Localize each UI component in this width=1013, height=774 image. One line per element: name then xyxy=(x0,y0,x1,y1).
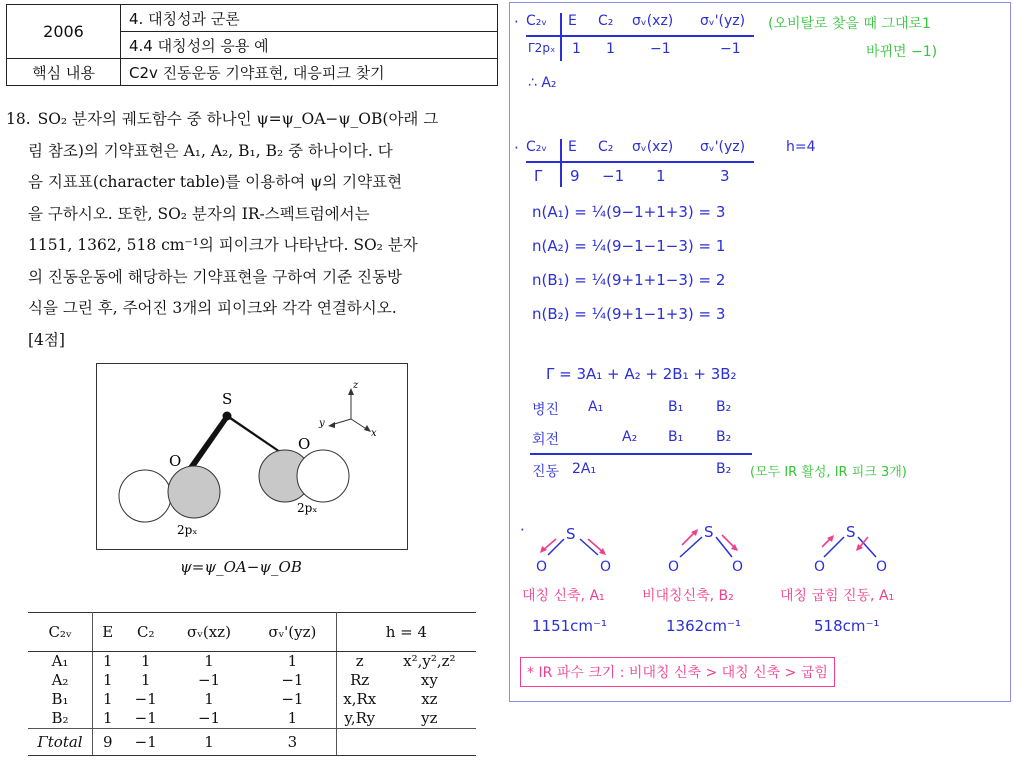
t1-h0: C₂ᵥ xyxy=(526,13,548,29)
year-cell: 2006 xyxy=(7,5,121,59)
t1-result: ∴ A₂ xyxy=(528,75,557,91)
ct-cell: −1 xyxy=(123,729,169,756)
ct-linear: z xyxy=(355,652,364,670)
t1-r4: −1 xyxy=(720,41,741,57)
ct-linear: Rz xyxy=(350,671,370,689)
question-line-1: SO₂ 분자의 궤도함수 중 하나인 ψ=ψ_OA−ψ_OB(아래 그 xyxy=(37,110,439,128)
rot-b1: B₁ xyxy=(668,429,684,445)
ct-cell: 1 xyxy=(102,652,113,670)
question-line-5: 1151, 1362, 518 cm⁻¹의 피이크가 나타난다. SO₂ 분자 xyxy=(28,236,418,254)
question-number: 18. xyxy=(6,110,31,128)
t2-h3: σᵥ(xz) xyxy=(632,139,674,155)
t2-r2: −1 xyxy=(602,167,625,185)
mode1-freq: 1151cm⁻¹ xyxy=(532,617,607,635)
mode2-bond-right xyxy=(716,537,732,557)
t2-h: h=4 xyxy=(786,139,816,155)
t1-note-1: (오비탈로 찾을 때 그대로1 xyxy=(768,16,931,32)
ct-cell: 1 xyxy=(102,690,113,708)
axis-y-label: y xyxy=(319,418,325,429)
mode3-label: 대칭 굽힘 진동, A₁ xyxy=(780,588,895,604)
ct-cell: 1 xyxy=(102,709,113,727)
t1-r0: Γ2pₓ xyxy=(528,41,556,55)
mode1-bond-right xyxy=(580,539,598,555)
character-table xyxy=(28,612,476,756)
question-line-7: 식을 그린 후, 주어진 3개의 피이크와 각각 연결하시오. xyxy=(28,299,397,317)
t1-r1: 1 xyxy=(572,41,581,57)
mode2-freq: 1362cm⁻¹ xyxy=(666,617,741,635)
bullet-2: · xyxy=(514,139,519,157)
axis-x-arrow xyxy=(364,425,371,432)
mode2-o-right: O xyxy=(732,559,744,575)
sulfur-atom xyxy=(223,412,232,421)
notes-panel xyxy=(509,2,1011,702)
bullet-3: · xyxy=(520,521,525,539)
orbital-left-gray xyxy=(168,466,220,518)
ct-cell: 9 xyxy=(93,729,123,756)
orbital-left-white xyxy=(119,470,171,522)
t2-h0: C₂ᵥ xyxy=(526,139,548,155)
mode1-s-atom: S xyxy=(566,525,576,543)
mode3-o-left: O xyxy=(814,559,826,575)
core-content: C2v 진동운동 기약표현, 대응피크 찾기 xyxy=(121,59,498,86)
table-row-total xyxy=(28,729,476,756)
question-line-6: 의 진동운동에 해당하는 기약표현을 구하여 기준 진동방 xyxy=(28,267,402,286)
mode1-label: 대칭 신축, A₁ xyxy=(522,588,605,604)
t2-r0: Γ xyxy=(534,167,543,185)
ct-quadratic: xy xyxy=(420,671,438,689)
ct-cell: 1 xyxy=(140,671,151,689)
table-row xyxy=(28,690,476,709)
label-s: S xyxy=(222,390,233,408)
n-b2: n(B₂) = ¼(9+1−1+3) = 3 xyxy=(532,305,726,323)
t1-note-2: 바뀌면 −1) xyxy=(866,44,938,60)
rot-b2: B₂ xyxy=(716,429,732,445)
question-text xyxy=(6,104,498,356)
ct-irrep: A₂ xyxy=(28,671,93,690)
axis-x-label: x xyxy=(371,428,377,439)
section-cell: 4.4 대칭성의 응용 예 xyxy=(121,32,498,59)
vib-a: 2A₁ xyxy=(572,461,597,477)
header-table xyxy=(6,4,498,86)
ct-header-syz: σᵥ'(yz) xyxy=(249,613,336,652)
ct-cell: 1 xyxy=(204,652,214,670)
n-b1: n(B₁) = ¼(9+1+1−3) = 2 xyxy=(532,271,726,289)
table-row xyxy=(28,652,476,672)
table-row xyxy=(28,709,476,729)
question-line-2: 림 참조)의 기약표현은 A₁, A₂, B₁, B₂ 중 하나이다. 다 xyxy=(28,141,393,160)
axis-z-label: z xyxy=(353,380,359,391)
ct-cell: −1 xyxy=(134,690,157,708)
vib-b: B₂ xyxy=(716,461,732,477)
ct-cell: −1 xyxy=(134,709,157,727)
t2-h1: E xyxy=(568,139,577,155)
t2-r4: 3 xyxy=(720,167,730,185)
t2-r3: 1 xyxy=(656,167,666,185)
question-line-4: 을 구하시오. 또한, SO₂ 분자의 IR-스펙트럼에서는 xyxy=(28,204,370,223)
t1-h4: σᵥ'(yz) xyxy=(700,13,746,29)
mode2-o-left: O xyxy=(668,559,680,575)
mode3-freq: 518cm⁻¹ xyxy=(814,617,880,635)
ct-total-label: Γtotal xyxy=(28,729,93,756)
t2-h4: σᵥ'(yz) xyxy=(700,139,746,155)
mode1-o-left: O xyxy=(536,559,548,575)
vibration-modes xyxy=(518,517,1004,577)
ir-order-note: * IR 파수 크기 : 비대칭 신축 > 대칭 신축 > 굽힘 xyxy=(520,657,835,687)
t1-h2: C₂ xyxy=(598,13,614,29)
question-line-3: 음 지표표(character table)를 이용하여 ψ의 기약표현 xyxy=(28,173,403,191)
ct-cell: −1 xyxy=(197,671,221,689)
ct-quadratic: x²,y²,z² xyxy=(403,652,456,670)
question-points: [4점] xyxy=(28,330,65,349)
t1-vline xyxy=(560,13,562,61)
table-row xyxy=(28,671,476,690)
t2-vline xyxy=(560,139,562,187)
ct-cell: −1 xyxy=(197,709,221,727)
label-2px-right: 2pₓ xyxy=(297,501,318,515)
mode1-bond-left xyxy=(548,539,564,555)
ct-cell: 1 xyxy=(102,671,113,689)
chapter-cell: 4. 대칭성과 군론 xyxy=(121,5,498,32)
label-2px-left: 2pₓ xyxy=(177,523,198,537)
t1-r3: −1 xyxy=(650,41,671,57)
ct-irrep: B₂ xyxy=(28,709,93,729)
ct-linear: y,Ry xyxy=(344,709,376,727)
vib-note: (모두 IR 활성, IR 피크 3개) xyxy=(750,465,907,480)
rot-label: 회전 xyxy=(532,432,560,448)
t1-h1: E xyxy=(568,13,577,29)
mode3-s-atom: S xyxy=(846,523,856,541)
ct-irrep: A₁ xyxy=(28,652,93,672)
ct-header-group: C₂ᵥ xyxy=(28,613,93,652)
figure-caption: ψ=ψ_OA−ψ_OB xyxy=(180,558,302,576)
rot-a: A₂ xyxy=(622,429,638,445)
ct-cell: 1 xyxy=(249,652,336,672)
mode1-o-right: O xyxy=(600,559,612,575)
n-a2: n(A₂) = ¼(9−1−1−3) = 1 xyxy=(532,237,726,255)
ct-cell: 1 xyxy=(169,729,249,756)
mode3-bond-left xyxy=(824,537,844,557)
trans-b2: B₂ xyxy=(716,399,732,415)
t1-r2: 1 xyxy=(606,41,615,57)
core-label: 핵심 내용 xyxy=(7,59,121,86)
t2-r1: 9 xyxy=(570,167,580,185)
ct-header-sxz: σᵥ(xz) xyxy=(169,613,249,652)
ct-cell: 3 xyxy=(249,729,336,756)
mode2-s-atom: S xyxy=(704,523,714,541)
trans-b1: B₁ xyxy=(668,399,684,415)
mode3-o-right: O xyxy=(876,559,888,575)
mode2-label: 비대칭신축, B₂ xyxy=(642,588,734,604)
mode2-bond-left xyxy=(680,537,702,557)
orbital-diagram xyxy=(97,364,407,549)
gamma-sum: Γ = 3A₁ + A₂ + 2B₁ + 3B₂ xyxy=(546,365,737,383)
bullet-1: · xyxy=(514,13,519,31)
ct-cell: 1 xyxy=(249,709,336,729)
t2-h2: C₂ xyxy=(598,139,614,155)
trans-a: A₁ xyxy=(588,399,604,415)
vib-hline xyxy=(530,453,752,455)
ct-cell: −1 xyxy=(249,671,336,690)
vib-label: 진동 xyxy=(532,464,560,480)
ct-header-h: h = 4 xyxy=(336,613,476,652)
trans-label: 병진 xyxy=(532,402,560,418)
ct-header-e: E xyxy=(93,613,123,652)
ct-irrep: B₁ xyxy=(28,690,93,709)
ct-cell: 1 xyxy=(140,652,151,670)
label-o-right: O xyxy=(298,435,311,453)
ct-linear: x,Rx xyxy=(343,690,377,708)
orbital-right-white xyxy=(297,450,349,502)
ct-quadratic: xz xyxy=(421,690,438,708)
ct-header-c2: C₂ xyxy=(123,613,169,652)
ct-cell: −1 xyxy=(249,690,336,709)
axis-y-arrow xyxy=(328,422,335,428)
n-a1: n(A₁) = ¼(9−1+1+3) = 3 xyxy=(532,203,726,221)
t1-h3: σᵥ(xz) xyxy=(632,13,674,29)
label-o-left: O xyxy=(169,452,182,470)
ct-quadratic: yz xyxy=(421,709,438,727)
ct-cell: 1 xyxy=(204,690,214,708)
orbital-figure xyxy=(96,363,408,550)
